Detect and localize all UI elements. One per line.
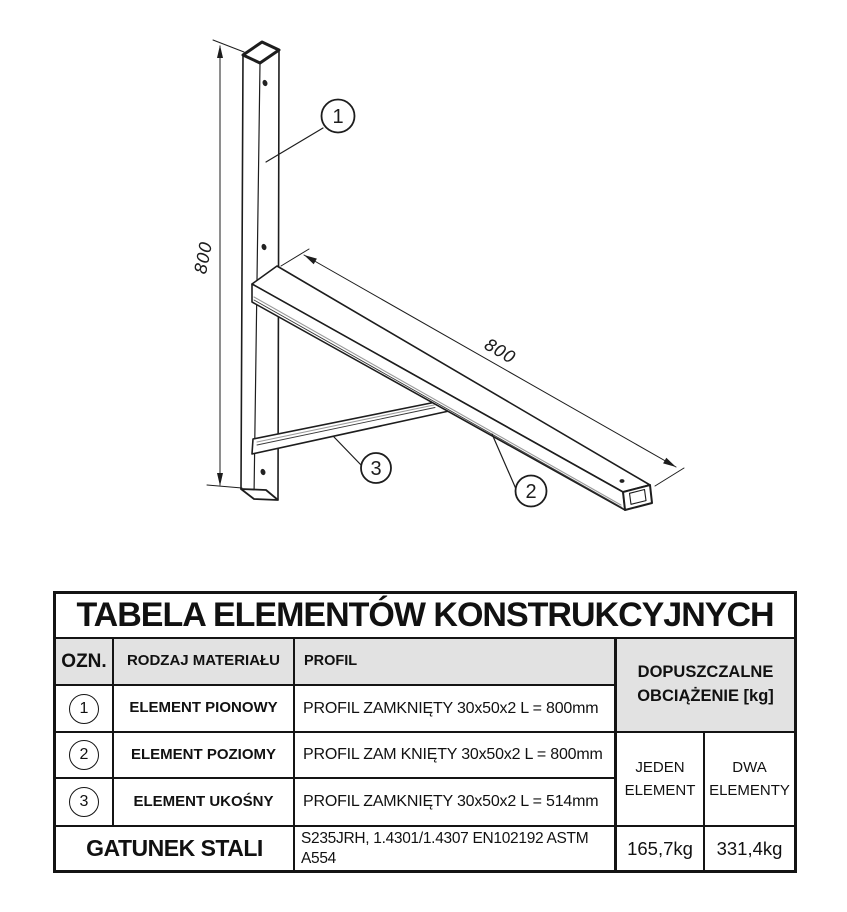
arm-dimension [281, 249, 684, 486]
callout-2-number: 2 [525, 481, 537, 503]
dim-arrow-up [217, 45, 223, 58]
arm-element [252, 266, 652, 510]
dim-arrow-start [304, 255, 317, 264]
row2-ozn-badge: 2 [69, 740, 99, 770]
header-load-line1: DOPUSZCZALNE [637, 663, 774, 682]
header-rodzaj-materialu: RODZAJ MATERIAŁU [114, 639, 295, 686]
header-profil: PROFIL [295, 639, 617, 686]
row3-ozn-badge: 3 [69, 787, 99, 817]
row1-material: ELEMENT PIONOWY [114, 686, 295, 733]
footer-gatunek-stali: GATUNEK STALI [56, 827, 295, 870]
load-one-line1: JEDEN [635, 758, 685, 776]
dim-arrow-down [217, 473, 223, 486]
row3-profil: PROFIL ZAMKNIĘTY 30x50x2 L = 514mm [295, 779, 617, 827]
vertical-dimension [191, 40, 244, 488]
row2-ozn [56, 733, 114, 779]
row1-ozn [56, 686, 114, 733]
load-two-line2: ELEMENTY [709, 782, 790, 799]
vertical-dim-label: 800 [191, 240, 218, 276]
callout-3-number: 3 [370, 458, 382, 480]
arm-dim-label: 800 [480, 334, 519, 369]
header-load-line2: OBCIĄŻENIE [kg] [637, 687, 774, 705]
load-col-one-element [617, 733, 705, 827]
load-one-line2: ELEMENT [624, 782, 696, 799]
arm-top-face [252, 266, 650, 492]
row1-ozn-badge: 1 [69, 694, 99, 724]
diagonal-element [252, 402, 449, 454]
dim-arrow-end [663, 458, 676, 467]
row3-ozn [56, 779, 114, 827]
vertical-top-cap [243, 42, 279, 63]
header-dopuszczalne-obciazenie [617, 639, 794, 733]
arm-hole [620, 479, 625, 483]
callout-3 [334, 437, 391, 483]
callout-3-leader [334, 437, 362, 466]
table-title: TABELA ELEMENTÓW KONSTRUKCYJNYCH [56, 594, 794, 639]
row1-profil: PROFIL ZAMKNIĘTY 30x50x2 L = 800mm [295, 686, 617, 733]
callout-1-number: 1 [332, 106, 344, 128]
row2-material: ELEMENT POZIOMY [114, 733, 295, 779]
load-col-two-elements [705, 733, 794, 827]
header-ozn: OZN. [56, 639, 114, 686]
callout-1-leader [266, 128, 323, 162]
footer-load-one-element: 165,7kg [617, 827, 705, 870]
construction-elements-table [53, 591, 797, 873]
footer-load-two-elements: 331,4kg [716, 837, 783, 859]
row3-material: ELEMENT UKOŚNY [114, 779, 295, 827]
vertical-bottom-cap [241, 489, 278, 500]
footer-steel-grades: S235JRH, 1.4301/1.4307 EN102192 ASTM A554 [295, 827, 617, 870]
load-two-line1: DWA [732, 758, 767, 776]
row2-profil: PROFIL ZAM KNIĘTY 30x50x2 L = 800mm [295, 733, 617, 779]
